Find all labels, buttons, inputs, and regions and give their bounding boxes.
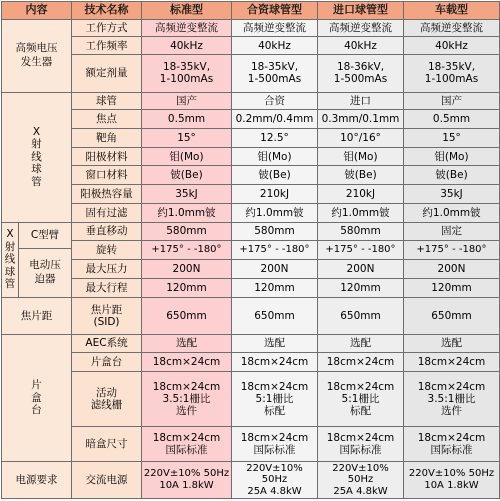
row-label: 片盒台: [72, 352, 142, 372]
cell-joint-venture: 18-35kV, 1-500mAs: [232, 55, 318, 92]
row-label: 垂直移动: [72, 222, 142, 241]
cell-joint-venture: 12.5°: [232, 128, 318, 147]
cell-imported: 120mm: [318, 278, 404, 297]
cell-standard: 约1.0mm铍: [142, 203, 232, 222]
header-standard: 标准型: [142, 2, 232, 20]
cell-standard: 0.5mm: [142, 110, 232, 129]
cell-imported: 18-36kV, 1-500mAs: [318, 55, 404, 92]
row-label: 交流电源: [72, 461, 142, 498]
cell-imported: 选配: [318, 335, 404, 353]
cell-standard: 18cm×24cm: [142, 352, 232, 372]
category-cassette: 片盒台: [2, 335, 72, 462]
cell-standard: 200N: [142, 260, 232, 279]
table-row: [2, 147, 500, 166]
row-label: 工作频率: [72, 37, 142, 55]
cell-standard: 650mm: [142, 297, 232, 334]
table-row: [2, 55, 500, 92]
cell-vehicle: 固定: [404, 222, 500, 241]
row-label: 阳极热容量: [72, 185, 142, 204]
row-label: 旋转: [72, 241, 142, 260]
cell-standard: 高频逆变整流: [142, 19, 232, 37]
cell-vehicle: +175° - -180°: [404, 241, 500, 260]
row-label: 窗口材料: [72, 166, 142, 185]
cell-joint-venture: 580mm: [232, 222, 318, 241]
row-label: 暗盒尺寸: [72, 426, 142, 461]
cell-joint-venture: 40kHz: [232, 37, 318, 55]
table-row: [2, 260, 500, 279]
table-row: [2, 241, 500, 260]
cell-imported: 铍(Be): [318, 166, 404, 185]
cell-vehicle: 40kHz: [404, 37, 500, 55]
cell-standard: 钼(Mo): [142, 147, 232, 166]
cell-joint-venture: 0.2mm/0.4mm: [232, 110, 318, 129]
table-row: [2, 166, 500, 185]
cell-vehicle: 18cm×24cm 国际标准: [404, 426, 500, 461]
cell-standard: 120mm: [142, 278, 232, 297]
row-label: 最大压力: [72, 260, 142, 279]
cell-imported: 220V±10% 50Hz 25A 4.8kW: [318, 461, 404, 498]
cell-imported: 18cm×24cm: [318, 352, 404, 372]
category-c-arm: C型臂: [19, 223, 71, 249]
cell-joint-venture: 约1.0mm铍: [232, 203, 318, 222]
cell-joint-venture: 铍(Be): [232, 166, 318, 185]
spec-table: [1, 1, 500, 499]
cell-standard: 铍(Be): [142, 166, 232, 185]
cell-joint-venture: 合资: [232, 92, 318, 110]
cell-imported: 约1.0mm铍: [318, 203, 404, 222]
cell-joint-venture: 18cm×24cm 5:1栅比 标配: [232, 372, 318, 426]
table-row: [2, 426, 500, 461]
header-row: [2, 2, 500, 20]
row-label: 工作方式: [72, 19, 142, 37]
cell-vehicle: 18cm×24cm 3.5:1栅比 选件: [404, 372, 500, 426]
cell-standard: +175° - -180°: [142, 241, 232, 260]
cell-joint-venture: 210kJ: [232, 185, 318, 204]
cell-vehicle: 220V±10% 50Hz 10A 1.8kW: [404, 461, 500, 498]
cell-standard: 15°: [142, 128, 232, 147]
cell-vehicle: 选配: [404, 335, 500, 353]
cell-joint-venture: 120mm: [232, 278, 318, 297]
row-label: 固有过滤: [72, 203, 142, 222]
cell-imported: 18cm×24cm 国际标准: [318, 426, 404, 461]
cell-vehicle: 高频逆变整流: [404, 19, 500, 37]
cell-vehicle: 约1.0mm铍: [404, 203, 500, 222]
table-row: [2, 278, 500, 297]
row-label: 最大行程: [72, 278, 142, 297]
table-row: [2, 203, 500, 222]
row-label: 焦片距 (SID): [72, 297, 142, 334]
category-generator: 高频电压发生器: [2, 19, 72, 92]
table-row: [2, 461, 500, 498]
cell-vehicle: 铍(Be): [404, 166, 500, 185]
cell-imported: 650mm: [318, 297, 404, 334]
header-content: 内容: [2, 2, 72, 20]
category-compressor: 电动压迫器: [29, 259, 61, 285]
cell-imported: 580mm: [318, 222, 404, 241]
cell-standard: 580mm: [142, 222, 232, 241]
table-row: [2, 352, 500, 372]
cell-vehicle: 0.5mm: [404, 110, 500, 129]
cell-vehicle: 120mm: [404, 278, 500, 297]
cell-vehicle: 35kJ: [404, 185, 500, 204]
cell-vehicle: 650mm: [404, 297, 500, 334]
cell-standard: 18-35kV, 1-100mAs: [142, 55, 232, 92]
cell-joint-venture: 18cm×24cm 国际标准: [232, 426, 318, 461]
row-label: 靶角: [72, 128, 142, 147]
cell-imported: 0.3mm/0.1mm: [318, 110, 404, 129]
cell-imported: 210kJ: [318, 185, 404, 204]
header-tech: 技术名称: [72, 2, 142, 20]
cell-imported: 40kHz: [318, 37, 404, 55]
cell-joint-venture: 18cm×24cm: [232, 352, 318, 372]
cell-imported: 18cm×24cm 5:1栅比 标配: [318, 372, 404, 426]
cell-imported: 200N: [318, 260, 404, 279]
category-power: 电源要求: [2, 461, 72, 498]
header-imported: 进口球管型: [318, 2, 404, 20]
row-label: 焦点: [72, 110, 142, 129]
cell-standard: 40kHz: [142, 37, 232, 55]
cell-joint-venture: 200N: [232, 260, 318, 279]
header-vehicle: 车载型: [404, 2, 500, 20]
cell-standard: 国产: [142, 92, 232, 110]
row-label: 活动 滤线栅: [72, 372, 142, 426]
cell-imported: +175° - -180°: [318, 241, 404, 260]
category-xray-tube-2: X射线球管 C型臂 电动压迫器: [2, 222, 72, 297]
table-row: [2, 185, 500, 204]
cell-vehicle: 钼(Mo): [404, 147, 500, 166]
table-row: [2, 222, 500, 241]
header-joint-venture: 合资球管型: [232, 2, 318, 20]
cell-imported: 10°/16°: [318, 128, 404, 147]
cell-standard: 18cm×24cm 3.5:1栅比 选件: [142, 372, 232, 426]
cell-vehicle: 国产: [404, 92, 500, 110]
cell-vehicle: 15°: [404, 128, 500, 147]
cell-joint-venture: +175° - -180°: [232, 241, 318, 260]
table-row: [2, 128, 500, 147]
cell-joint-venture: 高频逆变整流: [232, 19, 318, 37]
table-row: [2, 335, 500, 353]
table-row: [2, 110, 500, 129]
cell-vehicle: 18-35kV, 1-100mAs: [404, 55, 500, 92]
cell-imported: 钼(Mo): [318, 147, 404, 166]
cell-vehicle: 18cm×24cm: [404, 352, 500, 372]
row-label: 额定剂量: [72, 55, 142, 92]
category-sid: 焦片距: [2, 297, 72, 334]
cell-joint-venture: 650mm: [232, 297, 318, 334]
table-row: [2, 37, 500, 55]
cell-imported: 进口: [318, 92, 404, 110]
cell-joint-venture: 选配: [232, 335, 318, 353]
row-label: 球管: [72, 92, 142, 110]
cell-imported: 高频逆变整流: [318, 19, 404, 37]
cell-standard: 18cm×24cm 国际标准: [142, 426, 232, 461]
category-xray-tube: X射线球管: [2, 92, 72, 222]
table-row: [2, 372, 500, 426]
cell-vehicle: 200N: [404, 260, 500, 279]
row-label: AEC系统: [72, 335, 142, 353]
cell-standard: 35kJ: [142, 185, 232, 204]
table-row: [2, 19, 500, 37]
cell-standard: 选配: [142, 335, 232, 353]
cell-standard: 220V±10% 50Hz 10A 1.8kW: [142, 461, 232, 498]
row-label: 阳极材料: [72, 147, 142, 166]
table-row: [2, 92, 500, 110]
cell-joint-venture: 钼(Mo): [232, 147, 318, 166]
table-row: [2, 297, 500, 334]
cell-joint-venture: 220V±10% 50Hz 25A 4.8kW: [232, 461, 318, 498]
